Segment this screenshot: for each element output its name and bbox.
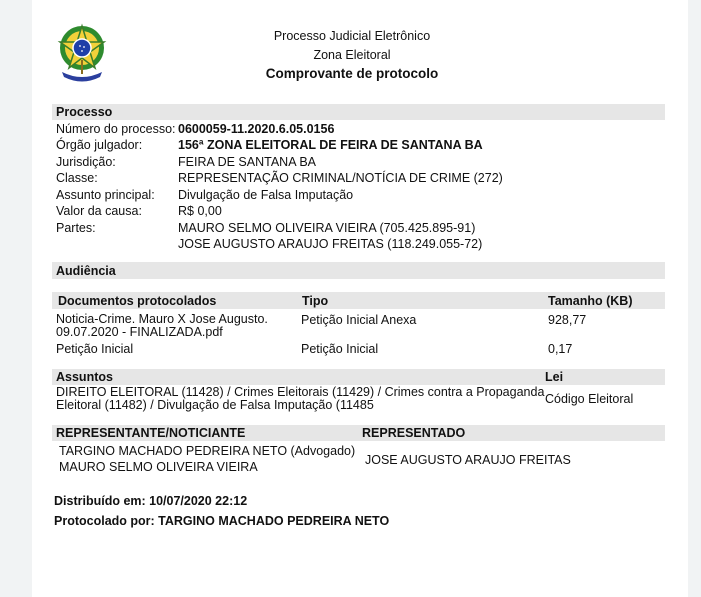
field-label: Número do processo: [56,122,176,136]
section-title-processo: Processo [56,105,113,119]
brazil-coat-of-arms-icon [54,20,110,84]
header-system-name: Processo Judicial Eletrônico [273,29,431,43]
assuntos-header-bar [52,369,665,385]
col-header-tamanho: Tamanho (KB) [548,294,633,308]
document-name-cont[interactable]: 09.07.2020 - FINALIZADA.pdf [56,325,223,339]
field-value-parte-1: MAURO SELMO OLIVEIRA VIEIRA (705.425.895-91) [178,221,476,235]
protocolado-por: Protocolado por: TARGINO MACHADO PEDREIRA NETO [54,514,390,528]
lei-header: Lei [545,370,564,384]
document-type: Petição Inicial Anexa [301,313,417,327]
field-value-classe: REPRESENTAÇÃO CRIMINAL/NOTÍCIA DE CRIME (272) [178,171,503,185]
field-label: Assunto principal: [56,188,155,202]
assuntos-text: DIREITO ELEITORAL (11428) / Crimes Eleitorais (11429) / Crimes contra a Propaganda [56,385,545,399]
document-name[interactable]: Petição Inicial [56,342,134,356]
representado-header: REPRESENTADO [362,426,466,440]
col-header-documentos: Documentos protocolados [58,294,217,308]
field-label: Jurisdição: [56,155,116,169]
section-title-audiencia: Audiência [56,264,116,278]
field-value-parte-2: JOSE AUGUSTO ARAUJO FREITAS (118.249.055-72) [178,237,483,251]
document-size: 928,77 [548,313,587,327]
distribuido-em: Distribuído em: 10/07/2020 22:12 [54,494,248,508]
representante-name: MAURO SELMO OLIVEIRA VIEIRA [59,460,258,474]
field-label: Classe: [56,171,98,185]
field-label: Valor da causa: [56,204,142,218]
lei-value: Código Eleitoral [545,392,634,406]
field-label: Órgão julgador: [56,138,143,152]
field-value-numero: 0600059-11.2020.6.05.0156 [178,122,335,136]
field-label: Partes: [56,221,96,235]
representante-name: TARGINO MACHADO PEDREIRA NETO (Advogado) [59,444,356,458]
representante-header: REPRESENTANTE/NOTICIANTE [56,426,246,440]
field-value-valor: R$ 0,00 [178,204,222,218]
representado-name: JOSE AUGUSTO ARAUJO FREITAS [365,453,571,467]
field-value-orgao: 156ª ZONA ELEITORAL DE FEIRA DE SANTANA BA [178,138,483,152]
header-zone: Zona Eleitoral [313,48,391,62]
field-value-jurisdicao: FEIRA DE SANTANA BA [178,155,317,169]
document-page [32,0,688,597]
section-bar-audiencia [52,262,665,279]
section-bar-processo [52,104,665,120]
assuntos-header: Assuntos [56,370,113,384]
page-title: Comprovante de protocolo [265,66,439,81]
document-size: 0,17 [548,342,573,356]
field-value-assunto: Divulgação de Falsa Imputação [178,188,354,202]
col-header-tipo: Tipo [302,294,329,308]
assuntos-text-cont: Eleitoral (11482) / Divulgação de Falsa Imputação (11485 [56,398,374,412]
document-name[interactable]: Noticia-Crime. Mauro X Jose Augusto. [56,312,268,326]
document-type: Petição Inicial [301,342,379,356]
